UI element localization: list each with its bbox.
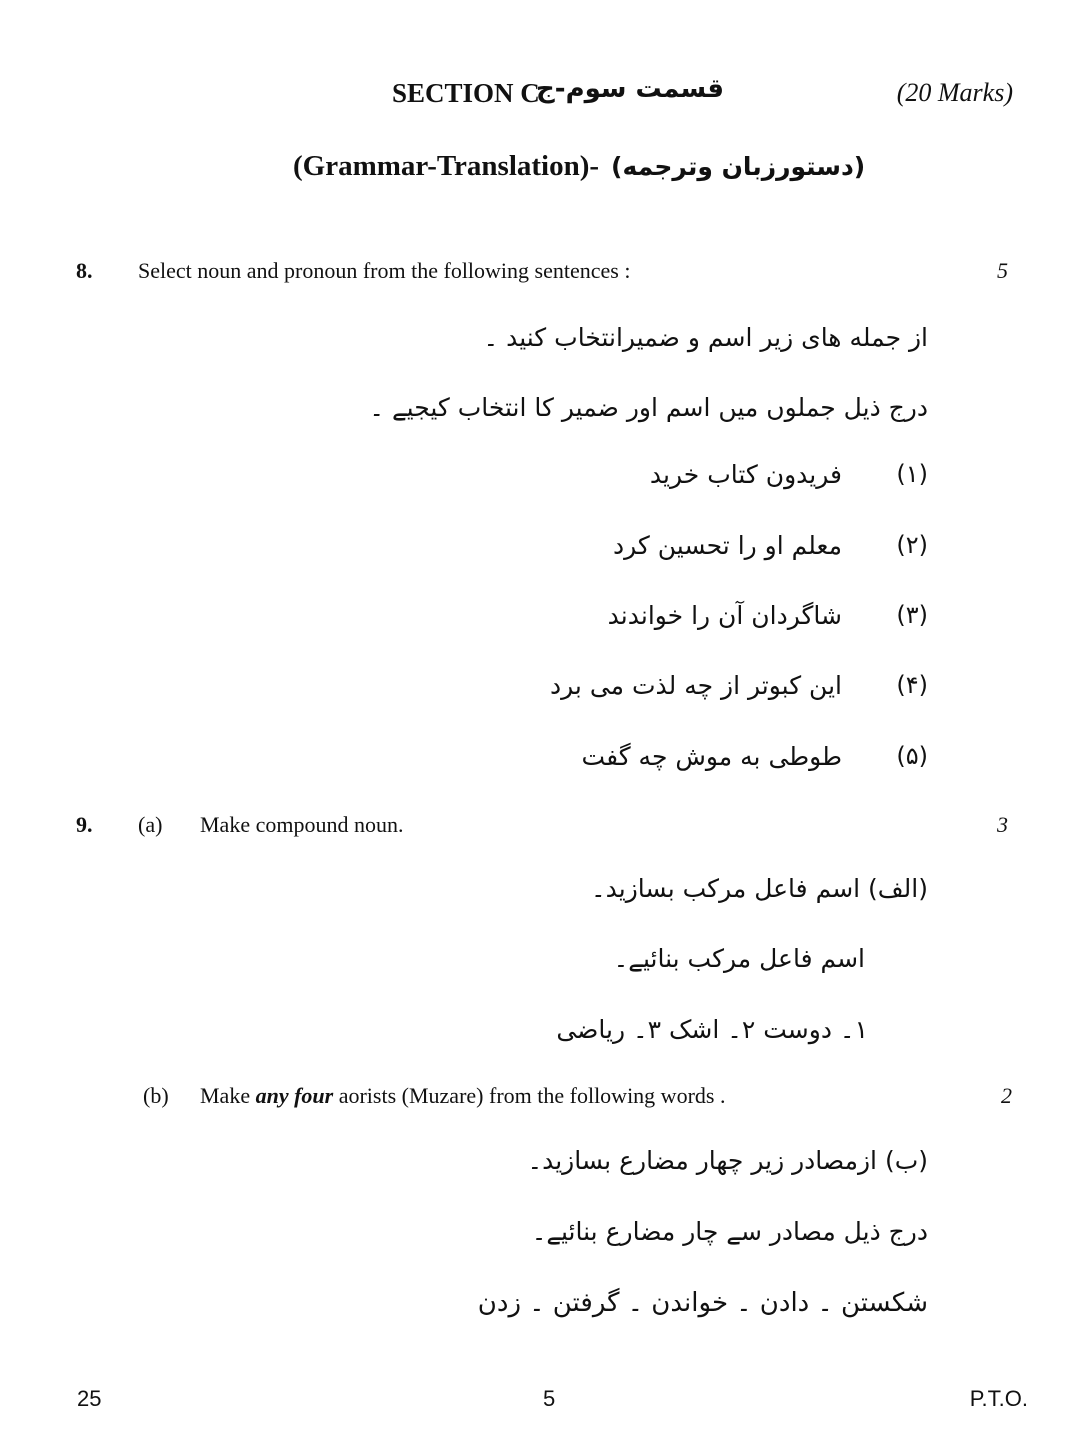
subtitle-urdu: (دستورزبان وترجمه): [611, 152, 866, 181]
q9b-label: (b): [143, 1083, 169, 1108]
q9b-word-list: شکستن ۔ دادن ۔ خواندن ۔ گرفتن ۔ زدن: [477, 1288, 928, 1318]
q9b-text-post: aorists (Muzare) from the following words .: [333, 1083, 726, 1108]
footer-page-number: 5: [543, 1386, 556, 1411]
section-title: SECTION C: [392, 78, 540, 108]
q8-item-1-text: فریدون کتاب خرید: [649, 460, 842, 489]
q9a-instruction-urdu: اسم فاعل مرکب بنائیے۔: [613, 944, 865, 973]
q8-item-4-text: این کبوتر از چه لذت می برد: [550, 671, 842, 700]
q8-item-4-number: (۴): [896, 671, 928, 699]
q8-instruction-persian: از جمله های زیر اسم و ضمیرانتخاب کنید ۔: [483, 323, 928, 352]
q8-item-1-number: (۱): [896, 460, 928, 488]
q8-item-5-number: (۵): [896, 742, 928, 770]
q9a-word-list: ۱۔ دوست ۲۔ اشک ۳۔ ریاضی: [556, 1015, 868, 1044]
q9b-instruction-persian: (ب) ازمصادر زیر چهار مضارع بسازید۔: [527, 1146, 928, 1175]
q9b-text: [200, 1083, 725, 1109]
q9-number: 9.: [76, 812, 93, 837]
footer-pto: P.T.O.: [969, 1386, 1028, 1411]
q8-item-5-text: طوطی به موش چه گفت: [581, 742, 842, 771]
q8-instruction-urdu: درج ذیل جملوں میں اسم اور ضمیر کا انتخاب کیجیے ۔: [369, 393, 928, 422]
footer-code: 25: [77, 1386, 102, 1411]
q9b-text-emphasis: any four: [255, 1083, 334, 1108]
section-marks: (20 Marks): [896, 78, 1013, 107]
q8-text: Select noun and pronoun from the following sentences :: [138, 258, 631, 283]
q9a-marks: 3: [997, 812, 1008, 837]
q9a-label: (a): [138, 812, 163, 837]
q8-marks: 5: [997, 258, 1008, 283]
q9b-instruction-urdu: درج ذیل مصادر سے چار مضارع بنائیے۔: [531, 1217, 928, 1246]
q8-item-2-number: (۲): [896, 531, 928, 559]
subtitle-english: (Grammar-Translation)-: [293, 150, 600, 182]
q8-item-3-number: (۳): [896, 601, 928, 629]
q8-number: 8.: [76, 258, 93, 283]
q8-item-2-text: معلم او را تحسین کرد: [613, 531, 842, 560]
section-title-urdu: قسمت سوم-ج: [536, 74, 724, 104]
q8-item-3-text: شاگردان آن را خواندند: [607, 601, 842, 630]
q9a-text: Make compound noun.: [200, 812, 404, 837]
q9b-marks: 2: [1001, 1083, 1012, 1108]
q9a-instruction-persian: (الف) اسم فاعل مرکب بسازید۔: [591, 874, 928, 903]
subtitle: [293, 150, 865, 190]
q9b-text-pre: Make: [200, 1083, 256, 1108]
